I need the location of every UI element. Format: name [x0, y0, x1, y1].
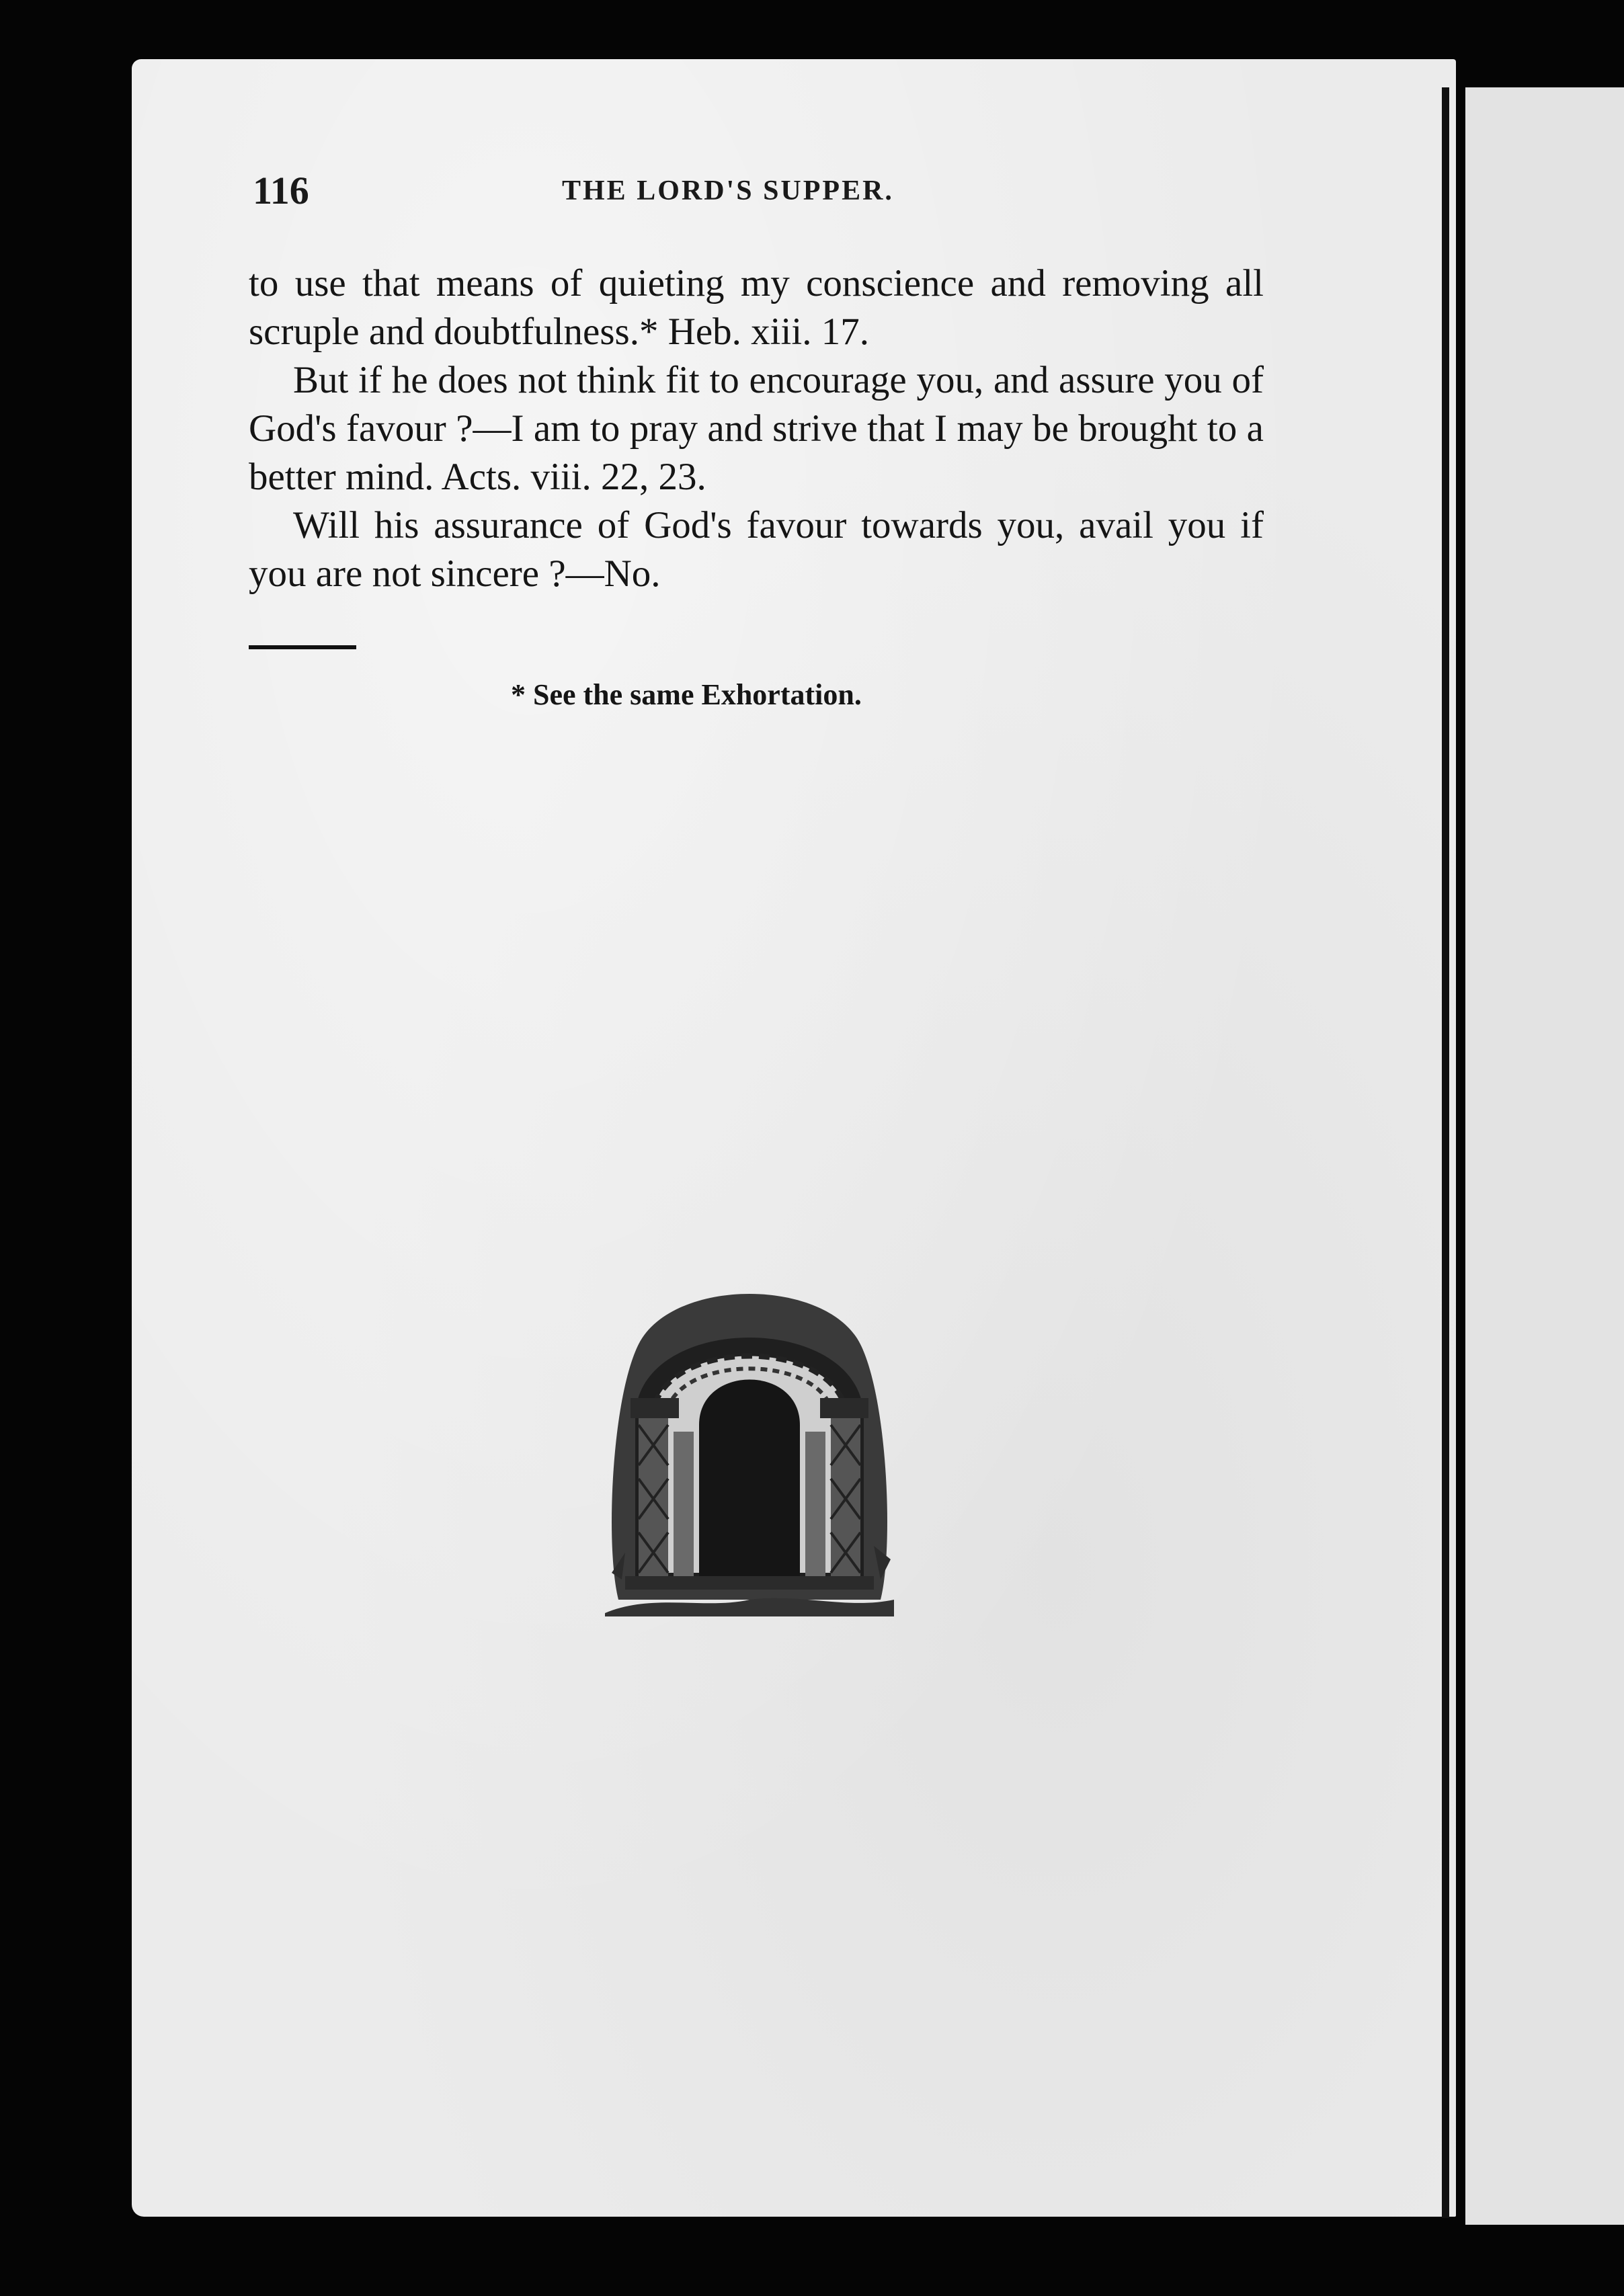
archway-engraving-icon — [598, 1264, 901, 1623]
book-gutter — [1442, 87, 1449, 2218]
running-head: THE LORD'S SUPPER. — [562, 175, 894, 206]
footnote: * See the same Exhortation. — [511, 678, 862, 711]
body-text — [249, 259, 1264, 598]
paragraph-3: Will his assurance of God's favour towards you, avail you if you are not sincere ?—No. — [249, 504, 1264, 595]
page-header — [253, 168, 1268, 222]
paragraph-1: to use that means of quieting my conscience and removing all scruple and doubtfulness.* Heb. xiii. 17. — [249, 262, 1264, 353]
page-number: 116 — [253, 169, 309, 212]
facing-page-edge — [1465, 87, 1624, 2225]
footnote-rule — [249, 645, 356, 649]
paragraph-2: But if he does not think fit to encourage you, and assure you of God's favour ?—I am to pray and strive that I may be brought to a better mind. Acts. viii. 22, 23. — [249, 359, 1264, 498]
